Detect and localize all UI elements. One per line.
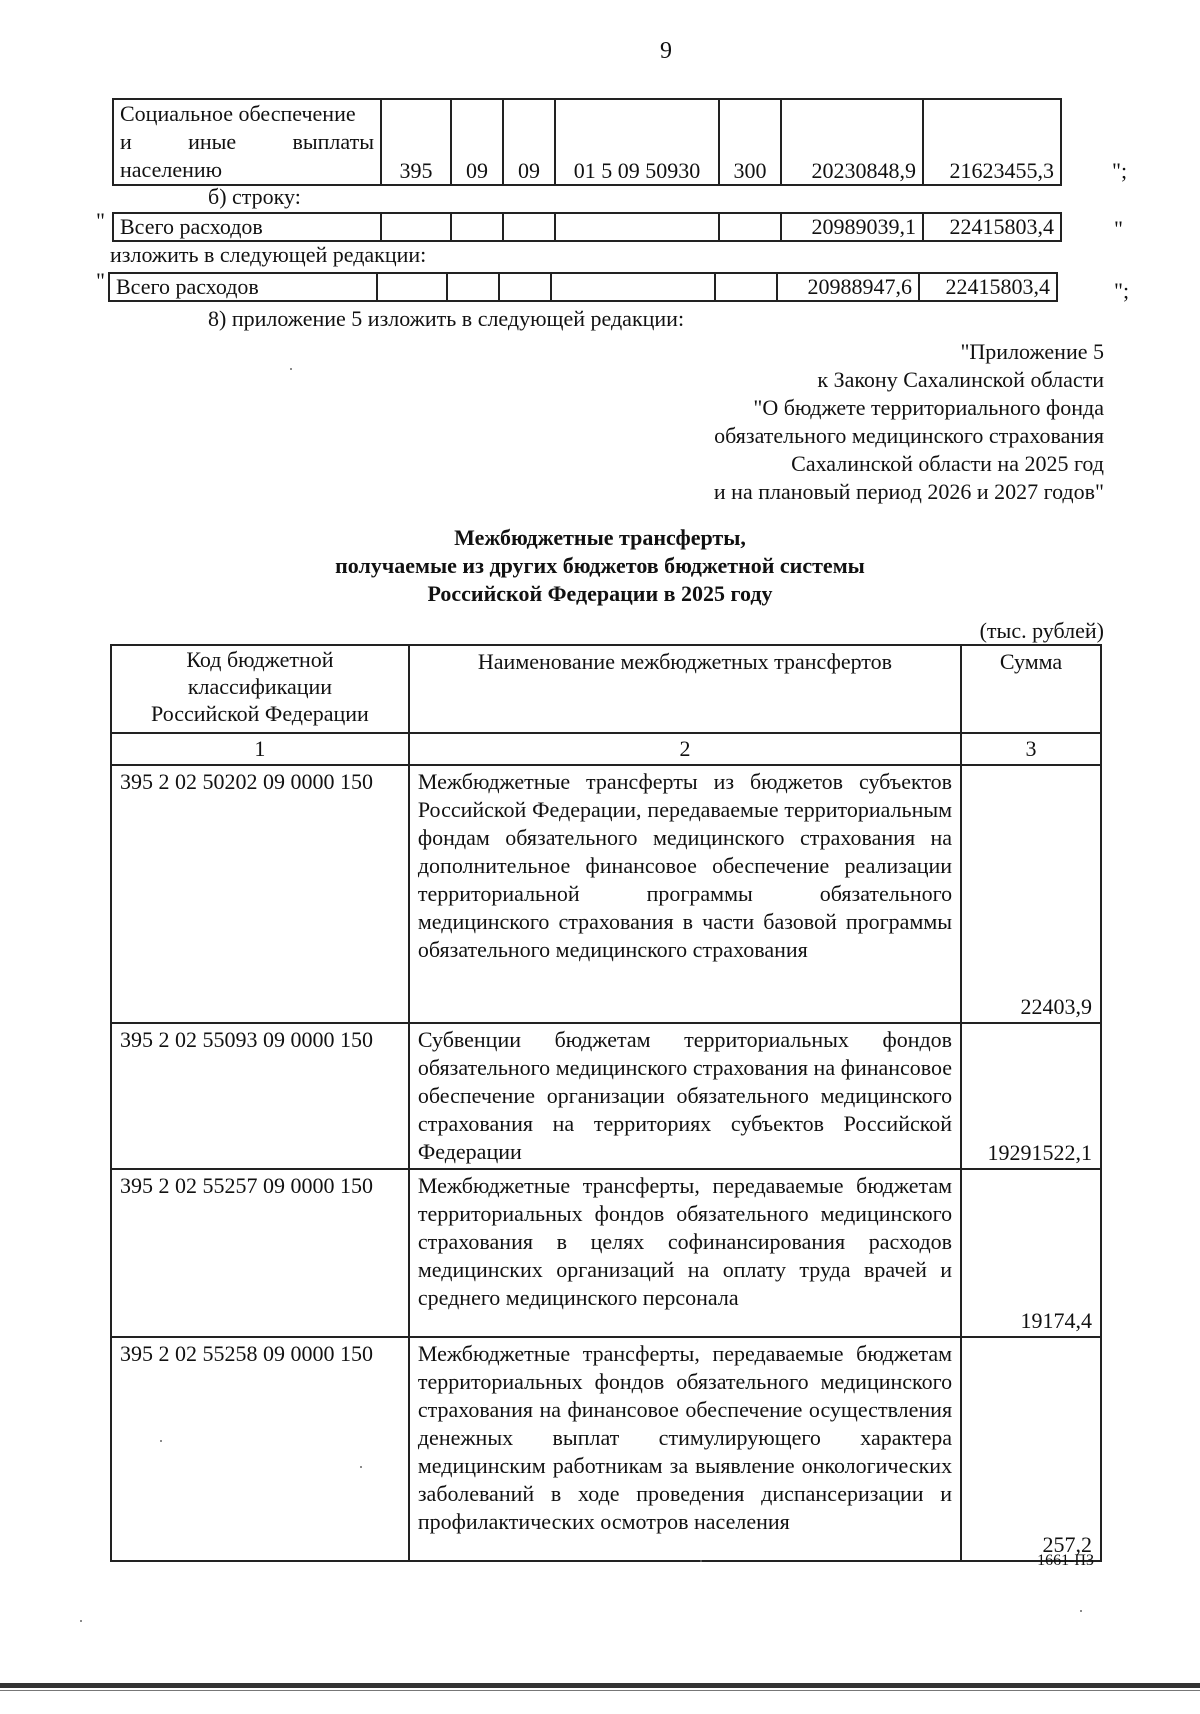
row-code: 395 2 02 55257 09 0000 150 bbox=[111, 1169, 409, 1337]
quote-close: "; bbox=[1114, 278, 1130, 303]
table-row bbox=[111, 765, 1101, 1023]
table-row bbox=[111, 1023, 1101, 1169]
header-sum: Сумма bbox=[961, 645, 1101, 733]
row-sum: 19291522,1 bbox=[961, 1023, 1101, 1169]
colnum-3: 3 bbox=[961, 733, 1101, 765]
cell-type: 300 bbox=[719, 99, 781, 185]
text-b: б) строку: bbox=[208, 184, 301, 209]
scan-speck bbox=[290, 368, 292, 370]
table-row bbox=[111, 1169, 1101, 1337]
document-title: Межбюджетные трансферты, получаемые из других бюджетов бюджетной системы Российской Федерации в 2025 году bbox=[335, 525, 865, 606]
row-sum: 257,2 bbox=[961, 1337, 1101, 1561]
scan-speck bbox=[1080, 1610, 1082, 1612]
total-old-2027: 22415803,4 bbox=[923, 213, 1061, 241]
table-row bbox=[111, 1337, 1101, 1561]
row-code: 395 2 02 55258 09 0000 150 bbox=[111, 1337, 409, 1561]
text-item8: 8) приложение 5 изложить в следующей редакции: bbox=[208, 306, 685, 331]
row-name: Субвенции бюджетам территориальных фондов обязательного медицинского страхования на финансовое обеспечение организации обязательного медицинского страхования на территориях субъектов Российской Федерации bbox=[409, 1023, 961, 1169]
transfers-table bbox=[110, 644, 1102, 1562]
total-new-2027: 22415803,4 bbox=[919, 273, 1057, 301]
scan-edge-line bbox=[0, 1690, 1200, 1691]
header-name: Наименование межбюджетных трансфертов bbox=[409, 645, 961, 733]
colnum-1: 1 bbox=[111, 733, 409, 765]
social-row-label: Социальное обеспечение и иные выплаты населению bbox=[113, 99, 381, 185]
total-new-label: Всего расходов bbox=[109, 273, 377, 301]
row-sum: 22403,9 bbox=[961, 765, 1101, 1023]
page-number: 9 bbox=[660, 38, 672, 64]
cell-section: 09 bbox=[451, 99, 503, 185]
table-header-row bbox=[111, 645, 1101, 733]
total-old-label: Всего расходов bbox=[113, 213, 381, 241]
scan-speck bbox=[160, 1440, 162, 1442]
text-replace: изложить в следующей редакции: bbox=[110, 242, 427, 267]
row-name: Межбюджетные трансферты, передаваемые бюджетам территориальных фондов обязательного медицинского страхования на финансовое обеспечение осуществления денежных выплат стимулирующего характера медицинским работникам за выявление онкологических заболеваний в ходе проведения диспансеризации и профилактических осмотров населения bbox=[409, 1337, 961, 1561]
row-code: 395 2 02 50202 09 0000 150 bbox=[111, 765, 409, 1023]
cell-2026: 20230848,9 bbox=[781, 99, 923, 185]
footer-document-code: 1661-ПЗ bbox=[1037, 1552, 1094, 1569]
row-name: Межбюджетные трансферты, передаваемые бюджетам территориальных фондов обязательного медицинского страхования в целях софинансирования расходов медицинских организаций на оплату труда врачей и среднего медицинского персонала bbox=[409, 1169, 961, 1337]
row-sum: 19174,4 bbox=[961, 1169, 1101, 1337]
scan-speck bbox=[80, 1620, 82, 1622]
header-code: Код бюджетной классификации Российской Федерации bbox=[111, 645, 409, 733]
total-old-2026: 20989039,1 bbox=[781, 213, 923, 241]
colnum-2: 2 bbox=[409, 733, 961, 765]
quote-close: " bbox=[1114, 216, 1123, 241]
social-row-table bbox=[112, 98, 1062, 186]
annex-header: "Приложение 5 к Закону Сахалинской области "О бюджете территориального фонда обязательного медицинского страхования Сахалинской области на 2025 год и на плановый период 2026 и 2027 годов" bbox=[713, 339, 1104, 504]
quote-open: " bbox=[96, 268, 105, 293]
row-code: 395 2 02 55093 09 0000 150 bbox=[111, 1023, 409, 1169]
cell-subsection: 09 bbox=[503, 99, 555, 185]
total-new-table bbox=[108, 272, 1058, 302]
cell-2027: 21623455,3 bbox=[923, 99, 1061, 185]
quote-close: "; bbox=[1112, 158, 1128, 183]
cell-ministry: 395 bbox=[381, 99, 451, 185]
cell-target: 01 5 09 50930 bbox=[555, 99, 719, 185]
scan-edge-line bbox=[0, 1683, 1200, 1688]
total-old-table bbox=[112, 212, 1062, 242]
scan-speck bbox=[360, 1466, 362, 1468]
scan-speck bbox=[700, 1560, 702, 1562]
column-number-row bbox=[111, 733, 1101, 765]
total-new-2026: 20988947,6 bbox=[777, 273, 919, 301]
row-name: Межбюджетные трансферты из бюджетов субъектов Российской Федерации, передаваемые территориальным фондам обязательного медицинского страхования на дополнительное финансовое обеспечение реализации территориальной программы обязательного медицинского страхования в части базовой программы обязательного медицинского страхования bbox=[409, 765, 961, 1023]
quote-open: " bbox=[96, 208, 105, 233]
units-label: (тыс. рублей) bbox=[979, 618, 1104, 643]
